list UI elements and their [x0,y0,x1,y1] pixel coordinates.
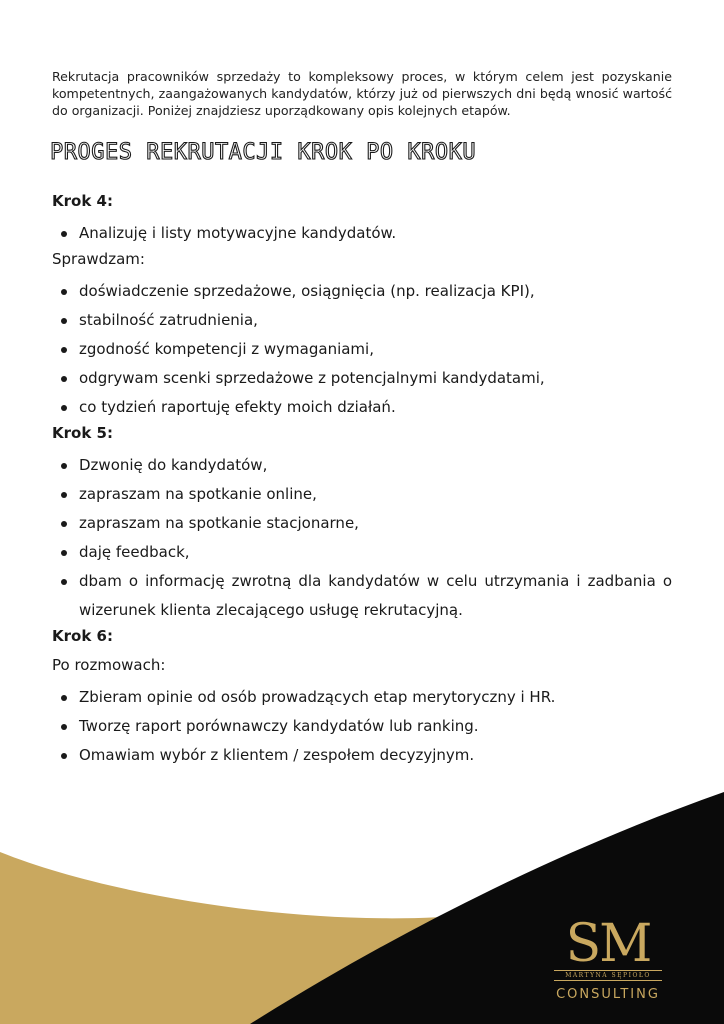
steps-content [52,190,672,770]
step-4-list [52,219,672,248]
step-4-checks [52,277,672,422]
step-4-subtitle: Sprawdzam: [52,250,145,268]
list-item: odgrywam scenki sprzedażowe z potencjalnymi kandydatami, [52,364,672,393]
list-item: Zbieram opinie od osób prowadzących etap merytoryczny i HR. [52,683,672,712]
step-5-list [52,451,672,625]
step-6-subtitle: Po rozmowach: [52,656,166,674]
list-item: Omawiam wybór z klientem / zespołem decyzyjnym. [52,741,672,770]
list-item: Dzwonię do kandydatów, [52,451,672,480]
list-item: zapraszam na spotkanie stacjonarne, [52,509,672,538]
list-item: dbam o informację zwrotną dla kandydatów w celu utrzymania i zadbania o wizerunek klienta zlecającego usługę rekrutacyjną. [52,567,672,625]
logo-tagline: CONSULTING [556,987,660,1002]
logo-letters: SM [565,914,651,974]
list-item: Analizuję i listy motywacyjne kandydatów. [52,219,672,248]
list-item: zapraszam na spotkanie online, [52,480,672,509]
list-item: co tydzień raportuję efekty moich działań. [52,393,672,422]
step-6-title: Krok 6: [52,627,113,645]
list-item: daję feedback, [52,538,672,567]
step-5-title: Krok 5: [52,424,113,442]
step-4-title: Krok 4: [52,192,113,210]
logo-name: MARTYNA SĘPIOŁO [554,970,662,981]
list-item: Tworzę raport porównawczy kandydatów lub ranking. [52,712,672,741]
sm-consulting-logo [548,914,668,1002]
step-6-list [52,683,672,770]
list-item: doświadczenie sprzedażowe, osiągnięcia (np. realizacja KPI), [52,277,672,306]
list-item: zgodność kompetencji z wymaganiami, [52,335,672,364]
list-item: stabilność zatrudnienia, [52,306,672,335]
intro-paragraph: Rekrutacja pracowników sprzedaży to kompleksowy proces, w którym celem jest pozyskanie kompetentnych, zaangażowanych kandydatów, którzy już od pierwszych dni będą wnosić wartość do organizacji. Poniżej znajdziesz uporządkowany opis kolejnych etapów. [52,69,672,118]
page-heading: PROGES REKRUTACJI KROK PO KROKU [50,140,477,165]
